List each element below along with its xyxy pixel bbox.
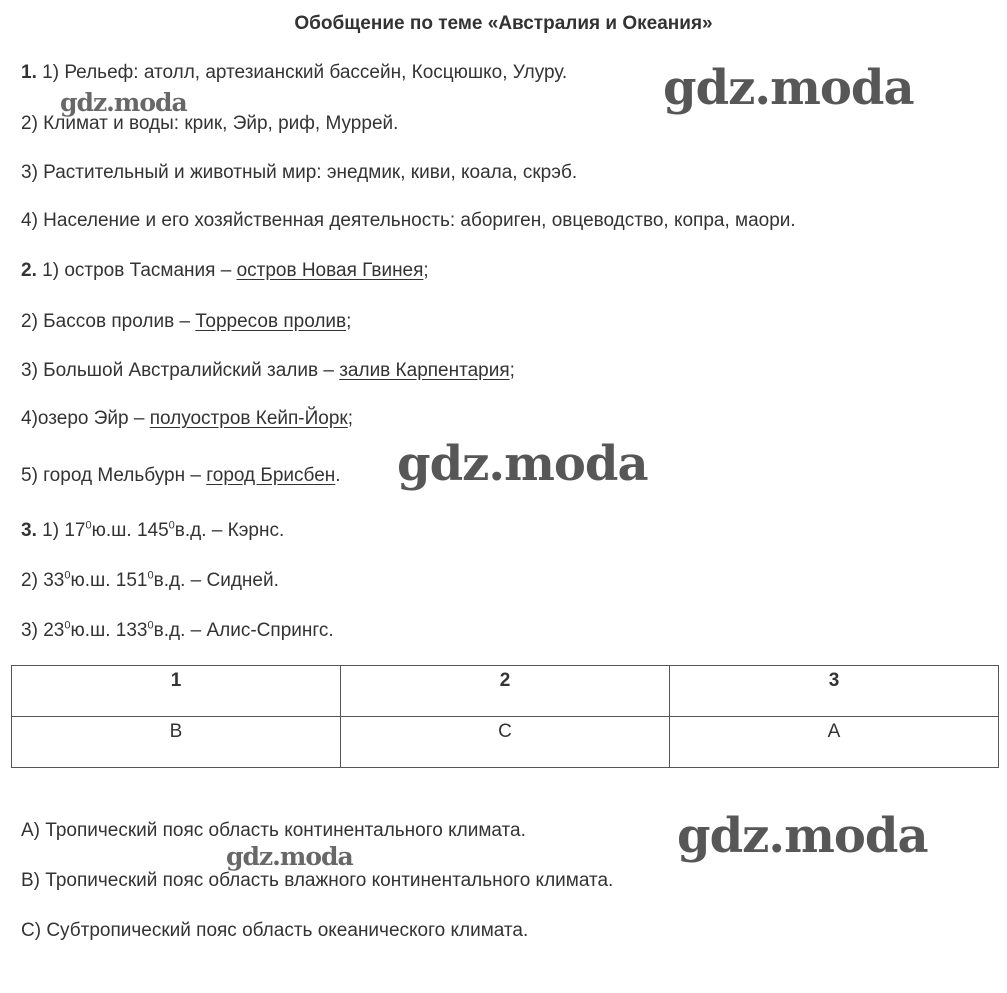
legend-item-b: B) Тропический пояс область влажного континентального климата. bbox=[21, 870, 614, 891]
table-cell-text: C bbox=[498, 721, 512, 742]
table-header-cell-1 bbox=[12, 666, 341, 717]
degree-mark: 0 bbox=[147, 619, 154, 632]
task3-line-1-prefix: 1) bbox=[42, 520, 65, 541]
answer-table bbox=[11, 665, 999, 768]
task1-line-1-text: 1) Рельеф: атолл, артезианский бассейн, Косцюшко, Улуру. bbox=[42, 62, 568, 83]
task2-line-2 bbox=[21, 311, 351, 333]
task3-line-1-lat: 17 bbox=[64, 520, 86, 541]
table-header-cell-3 bbox=[670, 666, 999, 717]
task2-line-2-answer: Торресов пролив bbox=[195, 311, 347, 332]
task2-line-5 bbox=[21, 465, 341, 487]
task2-line-1-suffix: ; bbox=[423, 260, 429, 281]
task3-line-2-lat: 33 bbox=[43, 570, 65, 591]
task3-line-2-lon-label: в.д. – Сидней. bbox=[153, 570, 279, 591]
task2-line-4-suffix: ; bbox=[347, 408, 354, 429]
degree-mark: 0 bbox=[168, 519, 175, 532]
task2-line-3-answer: залив Карпентария bbox=[339, 360, 510, 381]
task2-line-2-suffix: ; bbox=[346, 311, 352, 332]
task3-line-3-lat-label: ю.ш. bbox=[70, 620, 116, 641]
page-title: Обобщение по теме «Австралия и Океания» bbox=[294, 13, 713, 34]
task2-line-5-answer: город Брисбен bbox=[206, 465, 336, 486]
task3-line-3-prefix: 3) bbox=[21, 620, 44, 641]
table-cell-3 bbox=[670, 717, 999, 768]
watermark-logo: gdz.moda bbox=[226, 842, 353, 871]
legend-item-c: C) Субтропический пояс область океанического климата. bbox=[21, 920, 529, 941]
task2-line-4-prefix: 4)озеро Эйр – bbox=[21, 408, 150, 429]
task3-line-2-lat-label: ю.ш. bbox=[70, 570, 116, 591]
task3-line-2 bbox=[21, 570, 279, 592]
table-cell-1 bbox=[12, 717, 341, 768]
task2-line-2-prefix: 2) Бассов пролив – bbox=[21, 311, 196, 332]
task2-line-5-prefix: 5) город Мельбурн – bbox=[21, 465, 207, 486]
task1-number: 1. bbox=[21, 62, 37, 83]
watermark-logo: gdz.moda bbox=[663, 60, 914, 116]
watermark-logo: gdz.moda bbox=[677, 808, 928, 864]
task3-line-1-lon-label: в.д. – Кэрнс. bbox=[174, 520, 285, 541]
task1-line-1 bbox=[21, 62, 567, 84]
task3-line-3 bbox=[21, 620, 334, 642]
table-row bbox=[12, 717, 999, 768]
task3-line-2-lon: 151 bbox=[115, 570, 148, 591]
task3-line-1 bbox=[21, 520, 284, 542]
watermark-logo: gdz.moda bbox=[60, 88, 187, 117]
task3-line-3-lon: 133 bbox=[115, 620, 148, 641]
degree-mark: 0 bbox=[64, 619, 71, 632]
task3-line-1-lon: 145 bbox=[136, 520, 169, 541]
legend-item-a: A) Тропический пояс область континентального климата. bbox=[21, 820, 526, 841]
task3-line-3-lat: 23 bbox=[43, 620, 65, 641]
table-cell-2 bbox=[341, 717, 670, 768]
task3-line-1-lat-label: ю.ш. bbox=[91, 520, 137, 541]
table-header-text: 1 bbox=[170, 670, 182, 691]
table-cell-text: B bbox=[169, 721, 183, 742]
task2-number: 2. bbox=[21, 260, 37, 281]
task3-number: 3. bbox=[21, 520, 37, 541]
task3-line-3-lon-label: в.д. – Алис-Спрингс. bbox=[153, 620, 334, 641]
table-cell-text: A bbox=[827, 721, 841, 742]
table-header-row bbox=[12, 666, 999, 717]
degree-mark: 0 bbox=[147, 569, 154, 582]
table-header-cell-2 bbox=[341, 666, 670, 717]
task2-line-4-answer: полуостров Кейп-Йорк bbox=[149, 408, 348, 429]
task1-line-3: 3) Растительный и животный мир: энедмик, киви, коала, скрэб. bbox=[21, 162, 578, 183]
task2-line-1 bbox=[21, 260, 429, 282]
task2-line-3-suffix: ; bbox=[509, 360, 515, 381]
task2-line-4 bbox=[21, 408, 353, 430]
degree-mark: 0 bbox=[85, 519, 92, 532]
task3-line-2-prefix: 2) bbox=[21, 570, 44, 591]
task1-line-4: 4) Население и его хозяйственная деятельность: абориген, овцеводство, копра, маори. bbox=[21, 210, 796, 231]
table-header-text: 3 bbox=[828, 670, 840, 691]
task1-line-2: 2) Климат и воды: крик, Эйр, риф, Муррей. bbox=[21, 113, 399, 134]
task2-line-1-answer: остров Новая Гвинея bbox=[236, 260, 424, 281]
task2-line-5-suffix: . bbox=[335, 465, 341, 486]
degree-mark: 0 bbox=[64, 569, 71, 582]
task2-line-1-prefix: 1) остров Тасмания – bbox=[42, 260, 237, 281]
table-header-text: 2 bbox=[499, 670, 511, 691]
task2-line-3-prefix: 3) Большой Австралийский залив – bbox=[21, 360, 340, 381]
watermark-logo: gdz.moda bbox=[397, 436, 648, 492]
task2-line-3 bbox=[21, 360, 515, 382]
